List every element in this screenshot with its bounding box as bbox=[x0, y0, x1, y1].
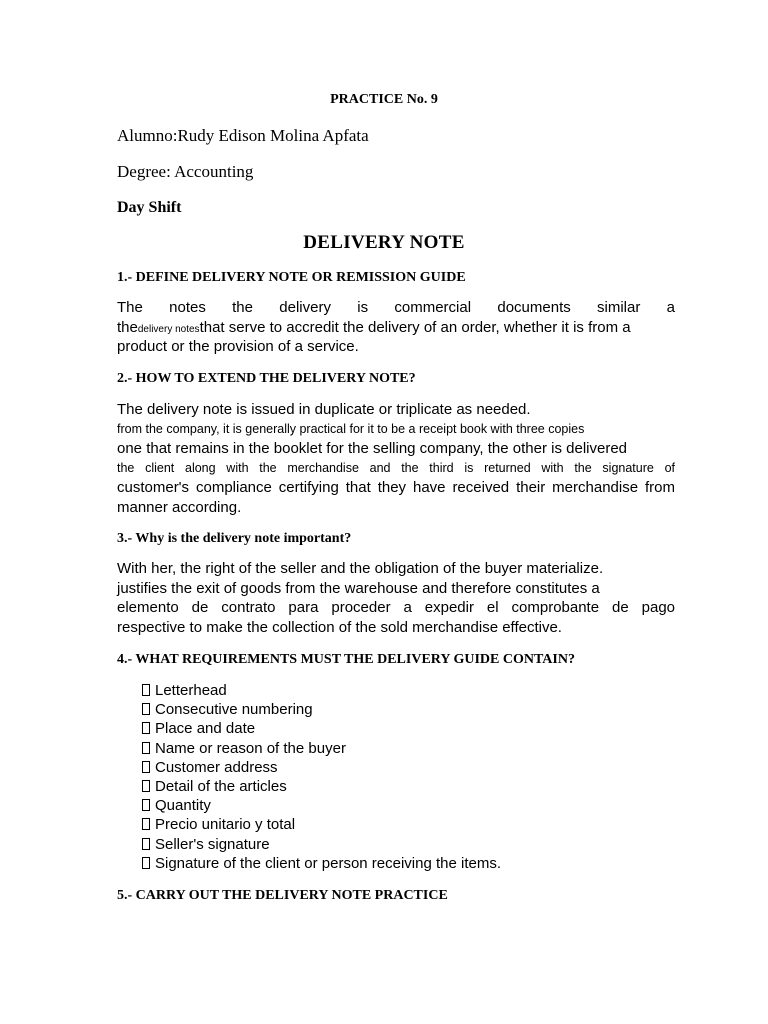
list-item bbox=[142, 815, 501, 834]
list-item-label: Letterhead bbox=[155, 682, 227, 699]
list-item bbox=[142, 719, 501, 738]
list-item bbox=[142, 796, 501, 815]
list-item bbox=[142, 739, 501, 758]
paragraph-line: justifies the exit of goods from the warehouse and therefore constitutes a bbox=[117, 579, 600, 597]
paragraph-line: The notes the delivery is commercial documents similar a bbox=[117, 299, 675, 316]
paragraph-text: that serve to accredit the delivery of an order, whether it is from a bbox=[199, 318, 631, 336]
list-item-label: Seller's signature bbox=[155, 835, 270, 853]
paragraph-line: the client along with the merchandise and the third is returned with the signature of bbox=[117, 460, 675, 475]
list-item-label: Detail of the articles bbox=[155, 777, 287, 795]
checkbox-glyph-icon bbox=[142, 742, 150, 754]
shift: Day Shift bbox=[117, 199, 182, 216]
checkbox-glyph-icon bbox=[142, 703, 150, 715]
section-3-paragraph bbox=[117, 559, 675, 637]
list-item-label: Quantity bbox=[155, 797, 211, 815]
list-item-label: Customer address bbox=[155, 758, 278, 776]
degree: Degree: Accounting bbox=[117, 162, 254, 181]
section-2-heading: 2.- HOW TO EXTEND THE DELIVERY NOTE? bbox=[117, 371, 416, 386]
checkbox-glyph-icon bbox=[142, 818, 150, 830]
checkbox-glyph-icon bbox=[142, 722, 150, 734]
paragraph-line: customer's compliance certifying that they have received their merchandise from bbox=[117, 479, 675, 496]
list-item-label: Signature of the client or person receiving the items. bbox=[155, 854, 502, 872]
paragraph-small-text: delivery notes bbox=[137, 323, 200, 335]
practice-number: PRACTICE No. 9 bbox=[330, 92, 438, 107]
section-2-paragraph bbox=[117, 400, 675, 517]
paragraph-line: from the company, it is generally practical for it to be a receipt book with three copies bbox=[117, 421, 585, 436]
paragraph-line: product or the provision of a service. bbox=[117, 338, 359, 355]
section-4-heading: 4.- WHAT REQUIREMENTS MUST THE DELIVERY GUIDE CONTAIN? bbox=[117, 652, 575, 667]
paragraph-line: elemento de contrato para proceder a expedir el comprobante de pago bbox=[117, 599, 675, 616]
paragraph-line: With her, the right of the seller and the obligation of the buyer materialize. bbox=[117, 560, 604, 577]
section-1-heading: 1.- DEFINE DELIVERY NOTE OR REMISSION GUIDE bbox=[117, 270, 466, 285]
section-3-heading: 3.- Why is the delivery note important? bbox=[117, 531, 352, 546]
list-item-label: Name or reason of the buyer bbox=[155, 739, 346, 757]
paragraph-line bbox=[117, 318, 675, 338]
checkbox-glyph-icon bbox=[142, 761, 150, 773]
section-1-paragraph bbox=[117, 298, 675, 357]
paragraph-line: The delivery note is issued in duplicate or triplicate as needed. bbox=[117, 401, 531, 418]
list-item-label: Place and date bbox=[155, 720, 256, 738]
checkbox-glyph-icon bbox=[142, 684, 150, 696]
checkbox-glyph-icon bbox=[142, 799, 150, 811]
checkbox-glyph-icon bbox=[142, 838, 150, 850]
checkbox-glyph-icon bbox=[142, 857, 150, 869]
list-item bbox=[142, 700, 501, 719]
paragraph-line: respective to make the collection of the sold merchandise effective. bbox=[117, 618, 562, 636]
list-item bbox=[142, 681, 501, 700]
requirements-list bbox=[142, 681, 501, 873]
document-title: DELIVERY NOTE bbox=[303, 232, 465, 253]
list-item bbox=[142, 835, 501, 854]
list-item bbox=[142, 854, 501, 873]
list-item-label: Precio unitario y total bbox=[155, 816, 296, 834]
paragraph-text: the bbox=[117, 318, 138, 336]
section-5-heading: 5.- CARRY OUT THE DELIVERY NOTE PRACTICE bbox=[117, 888, 448, 903]
checkbox-glyph-icon bbox=[142, 780, 150, 792]
student-name: Alumno:Rudy Edison Molina Apfata bbox=[117, 126, 369, 145]
paragraph-line: one that remains in the booklet for the selling company, the other is delivered bbox=[117, 440, 628, 457]
paragraph-line: manner according. bbox=[117, 498, 242, 516]
list-item bbox=[142, 777, 501, 796]
list-item-label: Consecutive numbering bbox=[155, 701, 313, 719]
list-item bbox=[142, 758, 501, 777]
